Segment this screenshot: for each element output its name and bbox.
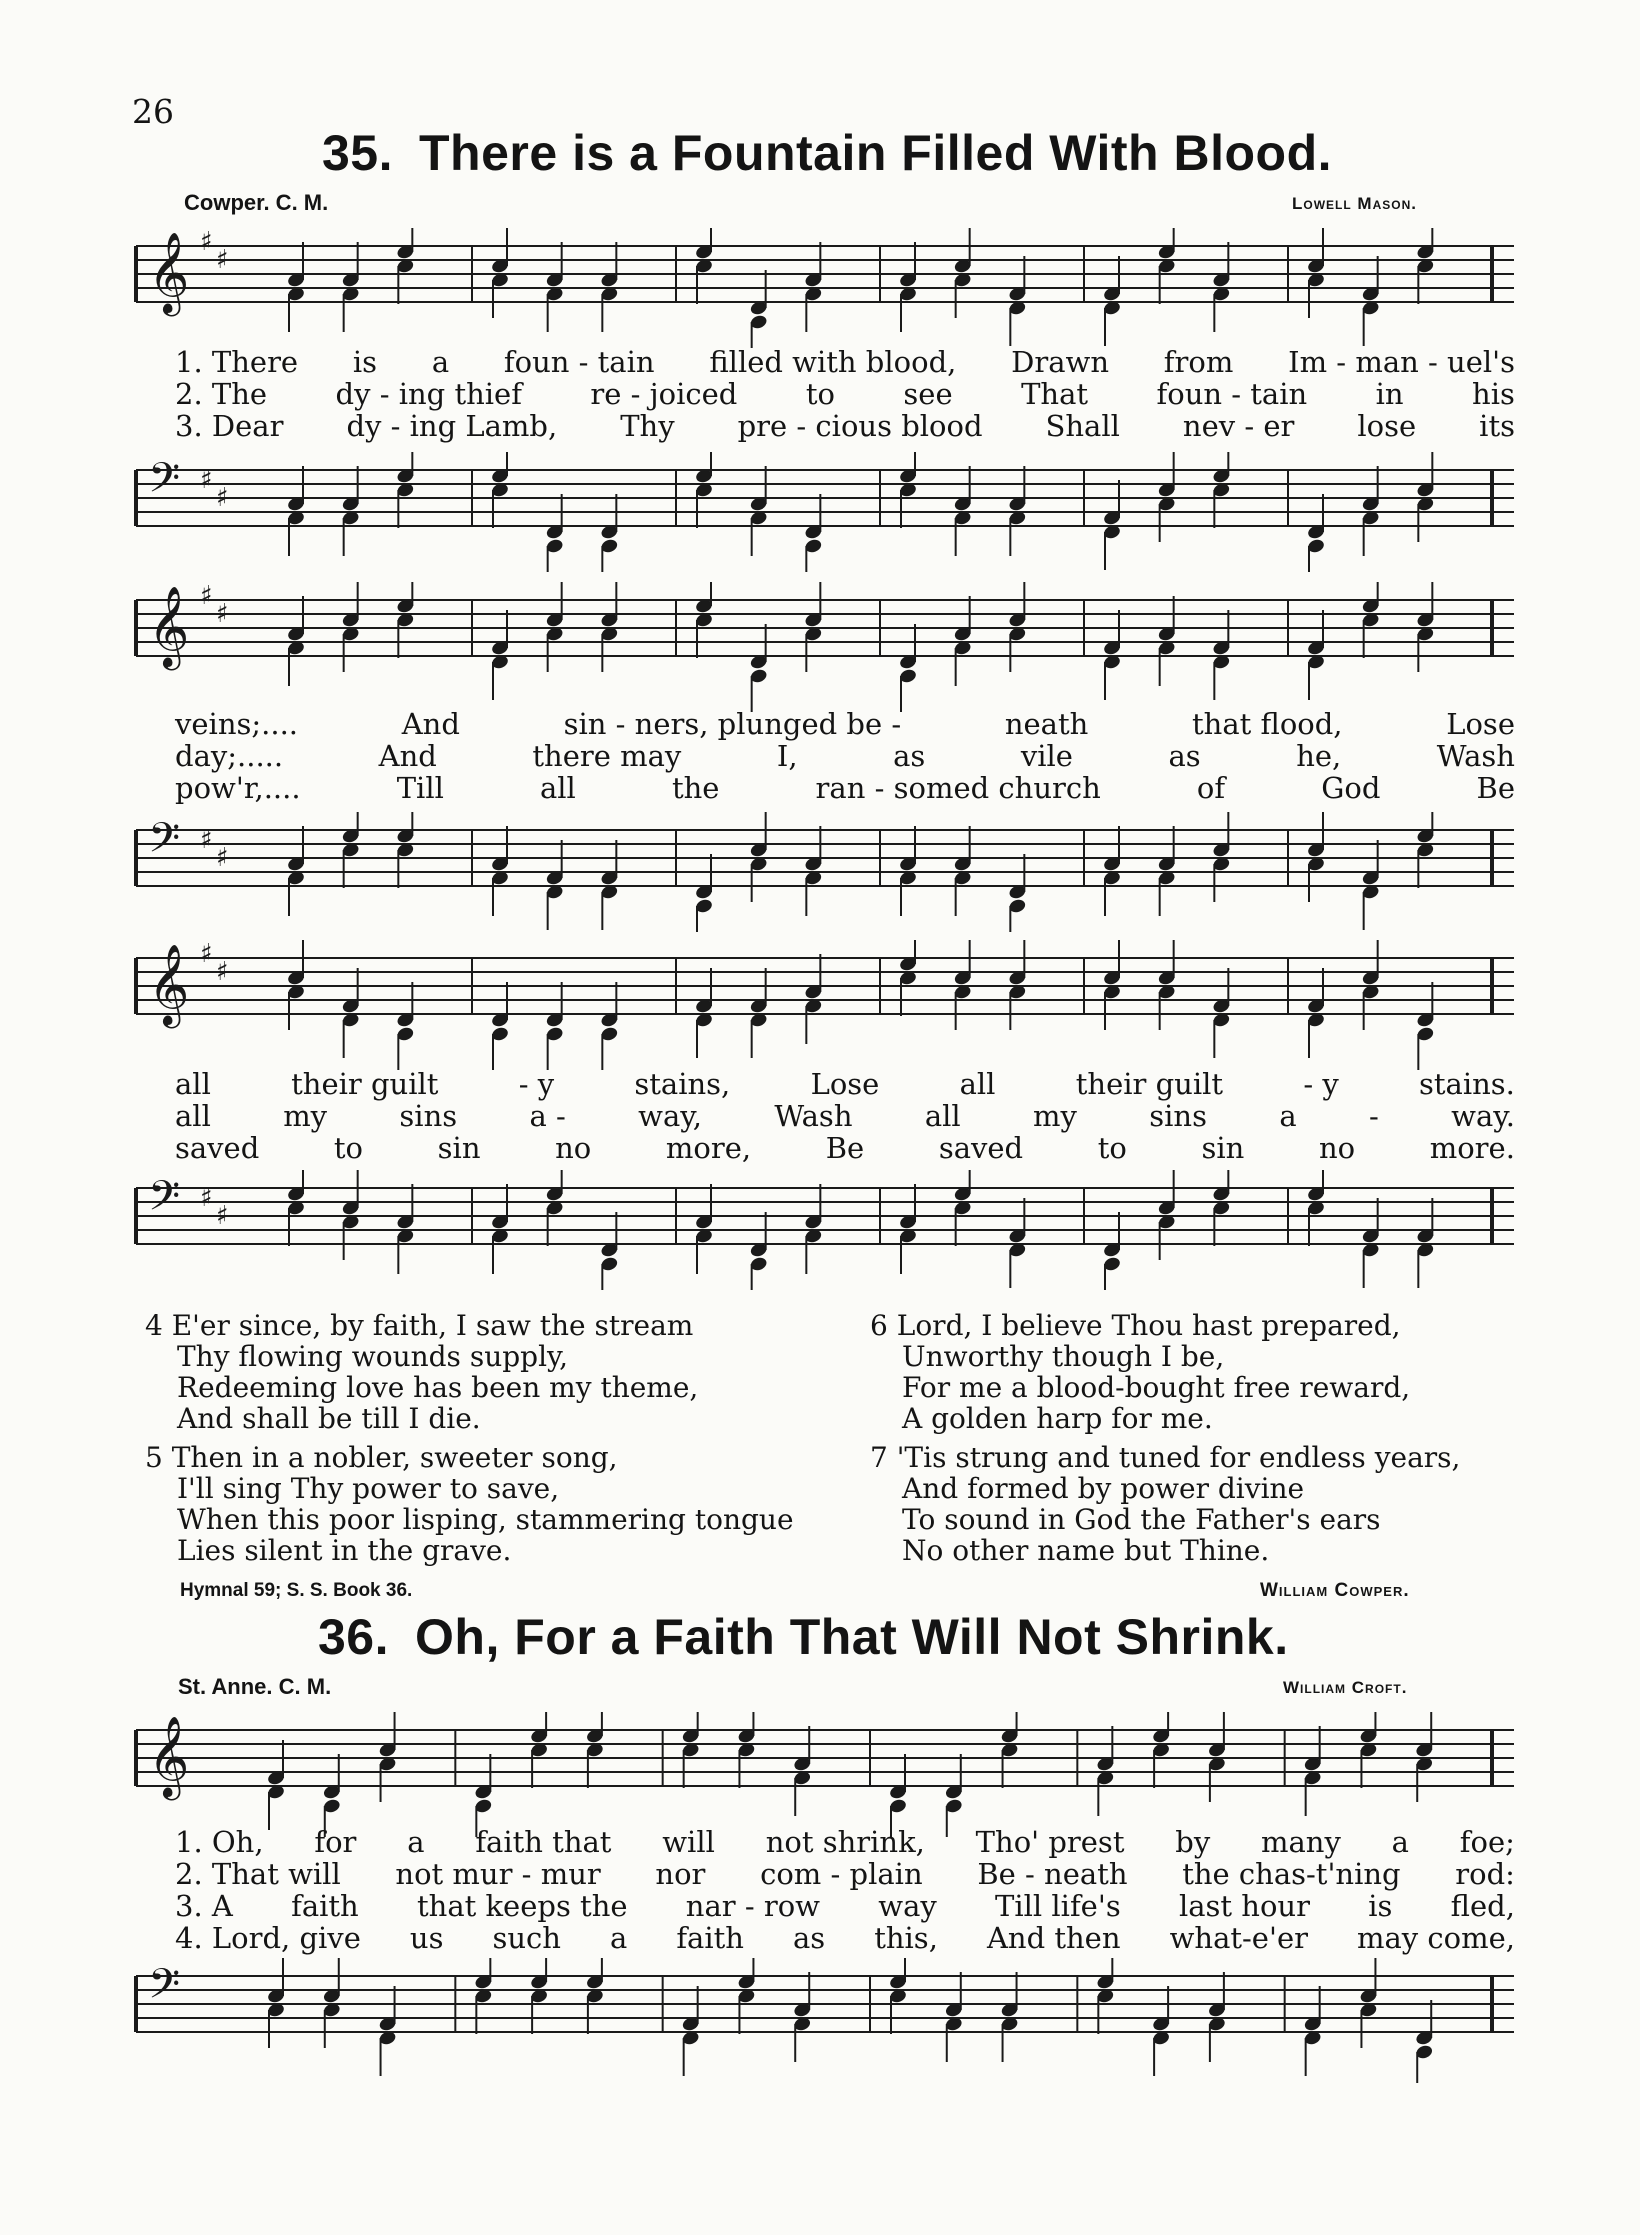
lyric-line: 2. The dy - ing thief re - joiced to see That foun - tain in his: [175, 377, 1515, 411]
lyric-line: saved to sin no more, Be saved to sin no more.: [175, 1131, 1515, 1165]
hymn-36-title: [318, 1608, 1289, 1666]
treble-clef-icon: 𝄞: [148, 231, 190, 313]
extra-verses-right: [870, 1310, 1460, 1566]
sharp-icon: ♯: [200, 940, 213, 969]
hymn-36-tune: St. Anne. C. M.: [178, 1674, 332, 1699]
sharp-icon: ♯: [216, 1201, 229, 1231]
treble-clef-icon: 𝄞: [148, 943, 190, 1025]
hymn-36-composer: William Croft.: [1283, 1678, 1408, 1697]
treble-staff: [128, 228, 1532, 348]
treble-staff: [128, 1712, 1532, 1837]
lyric-line: 3. A faith that keeps the nar - row way Till life's last hour is fled,: [175, 1889, 1515, 1923]
verse-4: 4 E'er since, by faith, I saw the stream Thy flowing wounds supply, Redeeming love has been my theme, And shall be till I die.: [145, 1309, 699, 1435]
lyric-line: 1. Oh, for a faith that will not shrink, Tho' prest by many a foe;: [175, 1825, 1515, 1859]
page-number: 26: [132, 92, 174, 131]
hymn-36-treble: [128, 1712, 1532, 1837]
hymn-35-author: William Cowper.: [1260, 1580, 1410, 1601]
hymn-35-title-text: There is a Fountain Filled With Blood.: [419, 125, 1333, 181]
verse-6: 6 Lord, I believe Thou hast prepared, Unworthy though I be, For me a blood-bought free reward, A golden harp for me.: [870, 1309, 1411, 1435]
music-system-1-bass: [128, 452, 1532, 572]
sharp-icon: ♯: [200, 582, 213, 611]
hymn-36-title-text: Oh, For a Faith That Will Not Shrink.: [415, 1609, 1289, 1665]
lyric-line: all their guilt - y stains, Lose all their guilt - y stains.: [175, 1067, 1515, 1101]
hymn-35-composer: Lowell Mason.: [1292, 194, 1417, 213]
treble-clef-icon: 𝄞: [148, 585, 190, 667]
treble-staff: [128, 940, 1532, 1070]
hymn-35-tune: Cowper. C. M.: [184, 190, 329, 215]
hymn-35-title: [322, 124, 1332, 182]
bass-clef-icon: 𝄢: [148, 814, 181, 872]
lyrics-system-2: [175, 708, 1515, 804]
sharp-icon: ♯: [216, 957, 229, 987]
lyric-line: 2. That will not mur - mur nor com - plain Be - neath the chas-t'ning rod:: [175, 1857, 1515, 1891]
lyric-line: 1. There is a foun - tain filled with blood, Drawn from Im - man - uel's: [175, 345, 1515, 379]
bass-clef-icon: 𝄢: [148, 1960, 181, 2018]
music-system-3-treble: [128, 940, 1532, 1070]
lyric-line: 3. Dear dy - ing Lamb, Thy pre - cious blood Shall nev - er lose its: [175, 409, 1515, 443]
music-system-2-bass: [128, 812, 1532, 932]
bass-staff: [128, 1170, 1532, 1290]
lyrics-hymn-36: [175, 1826, 1515, 1954]
lyrics-system-3: [175, 1068, 1515, 1164]
lyric-line: day;..... And there may I, as vile as he, Wash: [175, 739, 1515, 773]
music-system-1-treble: [128, 228, 1532, 348]
sharp-icon: ♯: [200, 825, 213, 855]
bass-clef-icon: 𝄢: [148, 1172, 181, 1230]
bass-clef-icon: 𝄢: [148, 454, 181, 512]
sharp-icon: ♯: [216, 843, 229, 873]
verse-5: 5 Then in a nobler, sweeter song, I'll sing Thy power to save, When this poor lisping, stammering tongue Lies silent in the grave.: [145, 1441, 794, 1567]
lyric-line: 4. Lord, give us such a faith as this, And then what-e'er may come,: [175, 1921, 1515, 1955]
bass-staff: [128, 812, 1532, 932]
sharp-icon: ♯: [216, 245, 229, 275]
lyric-line: all my sins a - way, Wash all my sins a - way.: [175, 1099, 1515, 1133]
sharp-icon: ♯: [216, 483, 229, 513]
music-system-2-treble: [128, 582, 1532, 712]
sharp-icon: ♯: [200, 228, 213, 257]
treble-staff: [128, 582, 1532, 712]
sharp-icon: ♯: [216, 599, 229, 629]
sharp-icon: ♯: [200, 465, 213, 495]
sharp-icon: ♯: [200, 1183, 213, 1213]
verse-7: 7 'Tis strung and tuned for endless years, And formed by power divine To sound in God the Father's ears No other name but Thine.: [870, 1441, 1461, 1567]
bass-staff: [128, 1958, 1532, 2083]
lyric-line: veins;.... And sin - ners, plunged be - neath that flood, Lose: [175, 707, 1515, 741]
lyric-line: pow'r,.... Till all the ran - somed church of God Be: [175, 771, 1515, 805]
lyrics-system-1: [175, 346, 1515, 442]
bass-staff: [128, 452, 1532, 572]
hymn-36-reference: Hymnal 59; S. S. Book 36.: [180, 1580, 413, 1601]
treble-clef-icon: 𝄞: [148, 1715, 190, 1797]
music-system-3-bass: [128, 1170, 1532, 1290]
extra-verses-left: [145, 1310, 794, 1566]
hymn-36-bass: [128, 1958, 1532, 2083]
hymn-36-number: 36.: [318, 1609, 390, 1665]
hymn-35-number: 35.: [322, 125, 394, 181]
